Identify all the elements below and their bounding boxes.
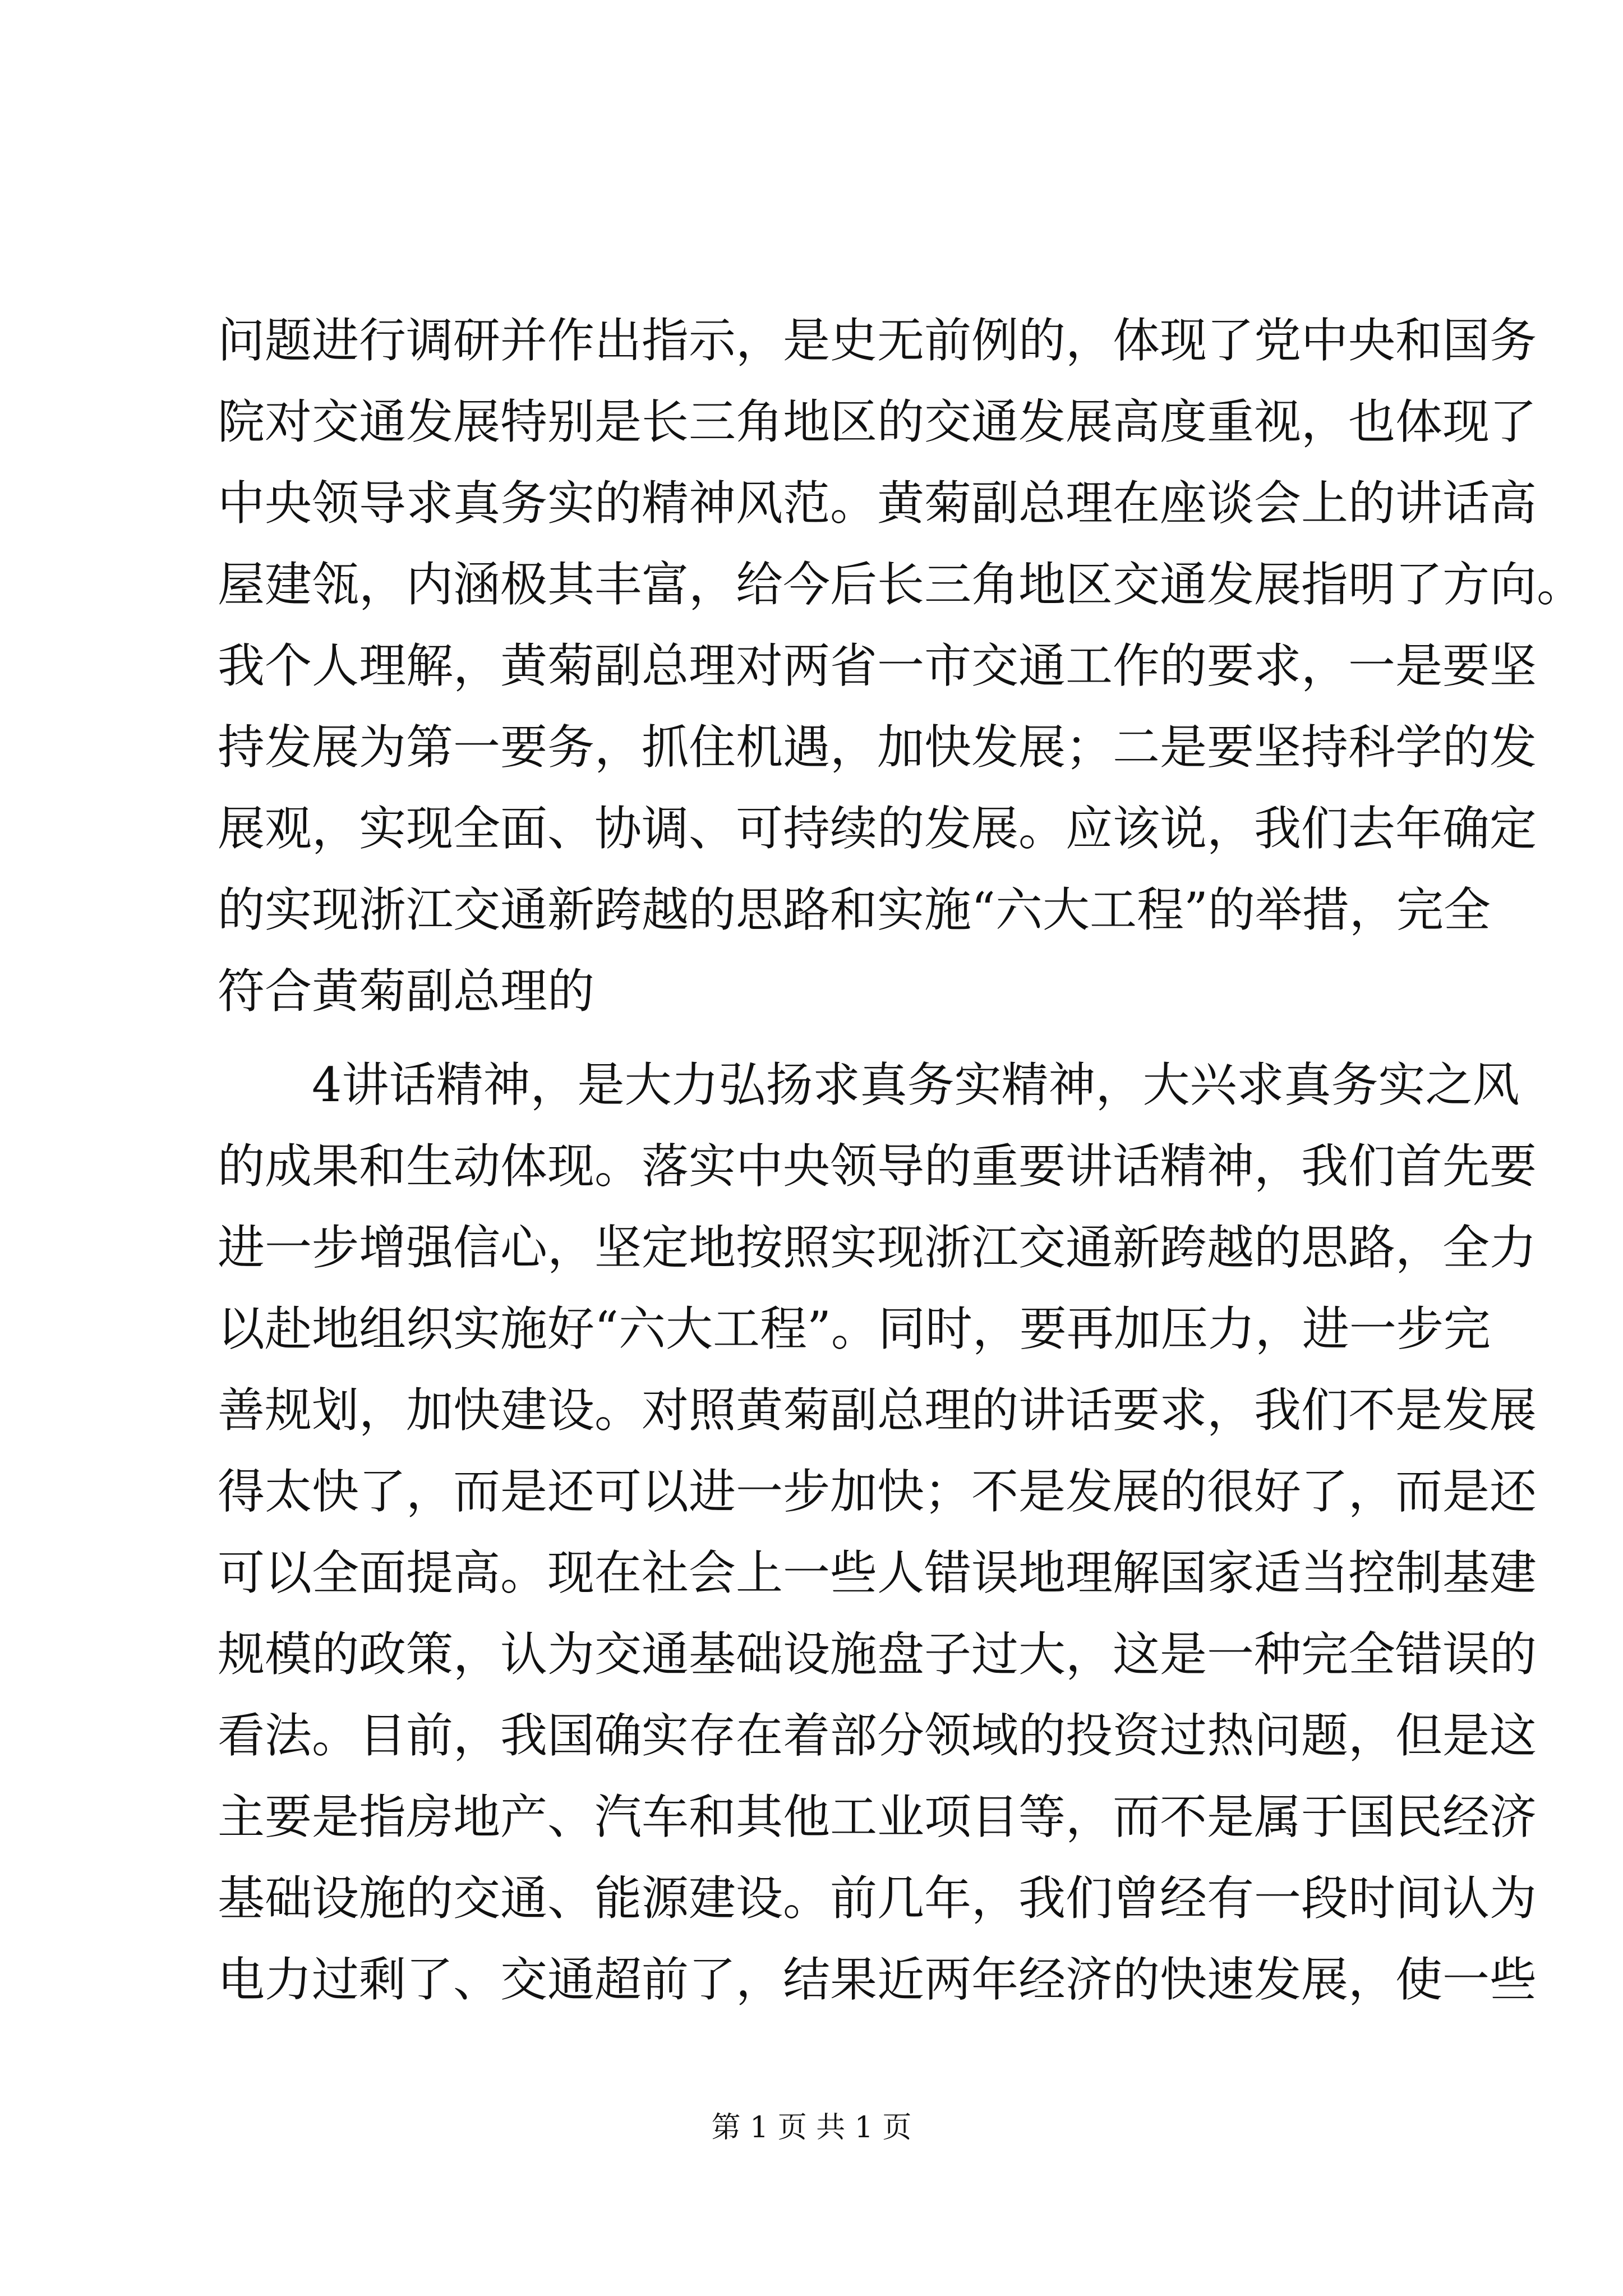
text-line: 中央领导求真务实的精神风范。黄菊副总理在座谈会上的讲话高	[218, 476, 1537, 531]
text-line: 看法。目前，我国确实存在着部分领域的投资过热问题，但是这	[218, 1708, 1537, 1763]
text-line: 持发展为第一要务，抓住机遇，加快发展；二是要坚持科学的发	[218, 720, 1537, 775]
paragraph-2	[218, 1045, 1537, 2021]
text-line: 主要是指房地产、汽车和其他工业项目等，而不是属于国民经济	[218, 1789, 1537, 1844]
text-line: 的实现浙江交通新跨越的思路和实施“六大工程”的举措，完全	[218, 882, 1491, 937]
text-line: 的成果和生动体现。落实中央领导的重要讲话精神，我们首先要	[218, 1139, 1537, 1194]
text-line: 符合黄菊副总理的	[218, 964, 595, 1019]
text-line: 院对交通发展特别是长三角地区的交通发展高度重视，也体现了	[218, 394, 1537, 449]
text-line: 展观，实现全面、协调、可持续的发展。应该说，我们去年确定	[218, 801, 1537, 856]
text-line: 电力过剩了、交通超前了，结果近两年经济的快速发展，使一些	[218, 1952, 1537, 2007]
text-line: 可以全面提高。现在社会上一些人错误地理解国家适当控制基建	[218, 1545, 1537, 1600]
text-line: 以赴地组织实施好“六大工程”。同时，要再加压力，进一步完	[218, 1301, 1491, 1356]
body-text	[218, 300, 1584, 2021]
text-line: 我个人理解，黄菊副总理对两省一市交通工作的要求，一是要坚	[218, 638, 1537, 693]
text-line: 问题进行调研并作出指示，是史无前例的，体现了党中央和国务	[218, 313, 1537, 368]
page-footer: 第 1 页 共 1 页	[711, 2111, 912, 2145]
text-line: 得太快了，而是还可以进一步加快；不是发展的很好了，而是还	[218, 1464, 1537, 1519]
text-line: 进一步增强信心，坚定地按照实现浙江交通新跨越的思路，全力	[218, 1220, 1537, 1275]
text-line: 屋建瓴，内涵极其丰富，给今后长三角地区交通发展指明了方向。	[218, 557, 1584, 612]
paragraph-spacer	[218, 1032, 1429, 1045]
text-line: 4讲话精神，是大力弘扬求真务实精神，大兴求真务实之风	[218, 1057, 1520, 1112]
text-line: 规模的政策，认为交通基础设施盘子过大，这是一种完全错误的	[218, 1627, 1537, 1682]
text-line: 善规划，加快建设。对照黄菊副总理的讲话要求，我们不是发展	[218, 1383, 1537, 1438]
text-line: 基础设施的交通、能源建设。前几年，我们曾经有一段时间认为	[218, 1871, 1537, 1926]
paragraph-1	[218, 300, 1584, 1032]
